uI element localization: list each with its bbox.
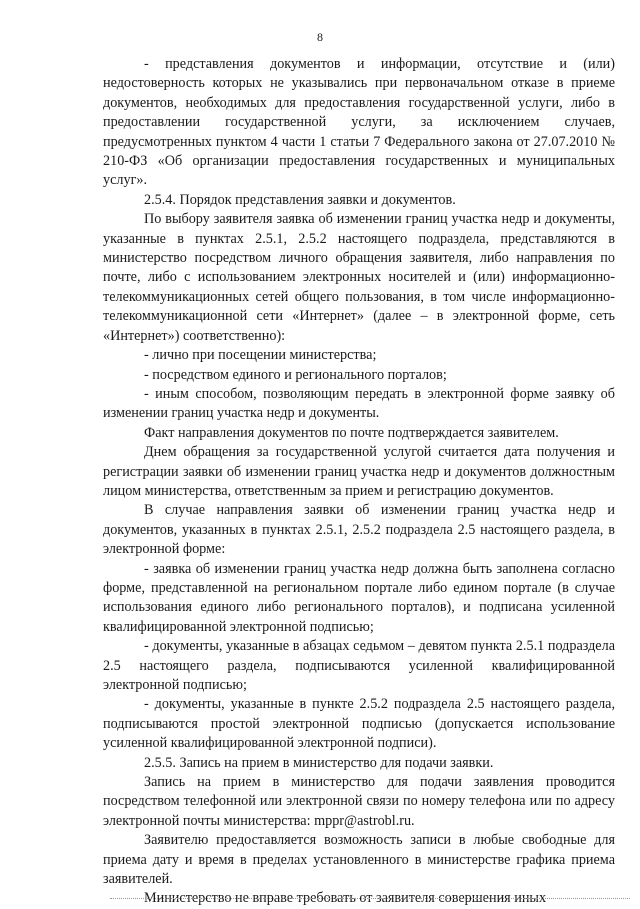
paragraph: Министерство не вправе требовать от заявителя совершения иных <box>144 890 547 907</box>
scan-bottom-edge <box>110 898 630 899</box>
page-number: 8 <box>317 30 323 44</box>
document-body <box>103 55 615 909</box>
paragraph: Заявителю предоставляется возможность записи в любые свободные для приема дату и время в пределах установленного в министерстве графика приема заявителей. <box>103 832 615 888</box>
paragraph: Факт направления документов по почте подтверждается заявителем. <box>144 424 559 441</box>
section-heading-2-5-5: 2.5.5. Запись на прием в министерство для подачи заявки. <box>144 754 494 771</box>
paragraph-list-item: - документы, указанные в абзацах седьмом – девятом пункта 2.5.1 подраздела 2.5 настоящего раздела, подписываются усиленной квалифицированной электронной подписью; <box>103 638 615 693</box>
paragraph: В случае направления заявки об изменении границ участка недр и документов, указанных в пунктах 2.5.1, 2.5.2 подраздела 2.5 настоящего раздела, в электронной форме: <box>103 502 615 558</box>
paragraph: Днем обращения за государственной услугой считается дата получения и регистрации заявки об изменении границ участка недр и документов должностным лицом министерства, ответственным за прием и регистрацию документов. <box>103 444 615 499</box>
paragraph: По выбору заявителя заявка об изменении границ участка недр и документы, указанные в пунктах 2.5.1, 2.5.2 настоящего подраздела, представляются в министерство посредством личного обращения заявителя, либо направления по почте, либо с использованием электронных носителей и (или) информационно-телекоммуникационных сетей общего пользования, в том числе информационно-телекоммуникационной сети «Интернет» (далее – в электронной форме, сеть «Интернет») соответственно): <box>103 211 615 344</box>
paragraph-list-item: - представления документов и информации, отсутствие и (или) недостоверность которых не указывались при первоначальном отказе в приеме документов, необходимых для предоставления государственной услуги, либо в предоставлении государственной услуги, за исключением случаев, предусмотренных пунктом 4 части 1 статьи 7 Федерального закона от 27.07.2010 № 210-ФЗ «Об организации предоставления государственных и муниципальных услуг». <box>103 56 615 189</box>
paragraph-list-item: - посредством единого и регионального порталов; <box>144 366 447 383</box>
paragraph: Запись на прием в министерство для подачи заявления проводится посредством телефонной или электронной связи по номеру телефона или по адресу электронной почты министерства: mppr@astrobl.ru. <box>103 774 615 829</box>
paragraph-list-item: - иным способом, позволяющим передать в электронной форме заявку об изменении границ участка недр и документы. <box>103 385 615 422</box>
paragraph-list-item: - лично при посещении министерства; <box>144 347 377 364</box>
paragraph-list-item: - документы, указанные в пункте 2.5.2 подраздела 2.5 настоящего раздела, подписываются простой электронной подписью (допускается использование усиленной квалифицированной электронной подписи). <box>103 696 615 752</box>
paragraph-list-item: - заявка об изменении границ участка недр должна быть заполнена согласно форме, представленной на региональном портале либо едином портале (в случае использования единого либо регионального порталов), и подписана усиленной квалифицированной электронной подписью; <box>103 560 615 635</box>
section-heading-2-5-4: 2.5.4. Порядок представления заявки и документов. <box>144 191 456 208</box>
